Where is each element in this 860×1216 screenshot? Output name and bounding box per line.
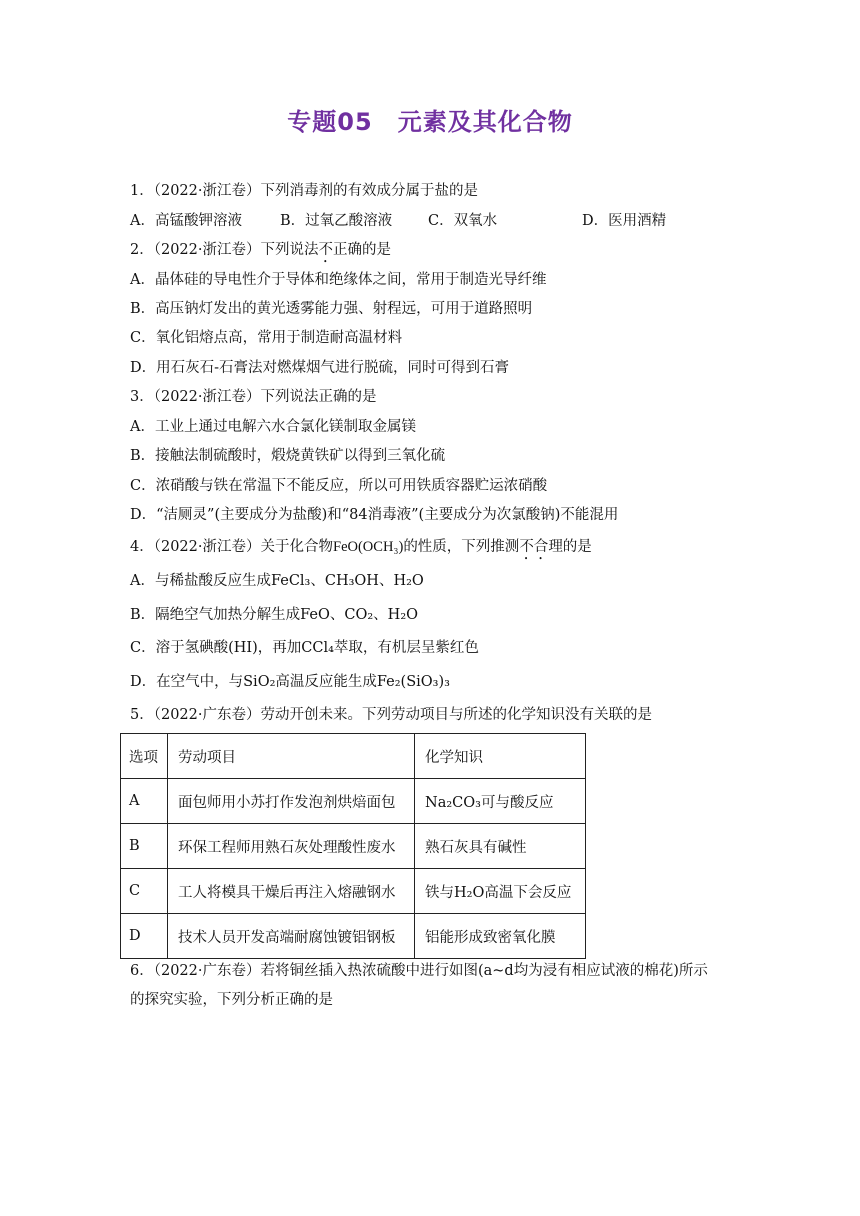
table-cell: 铁与H₂O高温下会反应 (415, 869, 586, 914)
table-cell: Na₂CO₃可与酸反应 (415, 779, 586, 824)
q2-option-c: C．氧化铝熔点高，常用于制造耐高温材料 (130, 330, 403, 346)
page-title: 专题05 元素及其化合物 (287, 108, 573, 136)
q5-table (120, 733, 586, 959)
table-row (121, 869, 586, 914)
table-cell: 熟石灰具有碱性 (415, 824, 586, 869)
q1-option-b: B．过氧乙酸溶液 (280, 213, 393, 229)
q1-stem: 1．（2022·浙江卷）下列消毒剂的有效成分属于盐的是 (130, 183, 478, 199)
q2-stem (130, 240, 391, 266)
q6-stem-line2: 的探究实验，下列分析正确的是 (130, 992, 333, 1008)
q2-option-b: B．高压钠灯发出的黄光透雾能力强、射程远，可用于道路照明 (130, 301, 533, 317)
table-row (121, 779, 586, 824)
q4-option-b: B．隔绝空气加热分解生成FeO、CO₂、H₂O (130, 607, 419, 623)
q2-stem-emphasis: 不 (318, 242, 333, 258)
table-row (121, 914, 586, 959)
table-header-cell: 选项 (121, 734, 168, 779)
q4-formula: FeO(OCH₃) (333, 539, 404, 555)
q5-stem: 5．（2022·广东卷）劳动开创未来。下列劳动项目与所述的化学知识没有关联的是 (130, 707, 652, 723)
q3-option-c: C．浓硝酸与铁在常温下不能反应，所以可用铁质容器贮运浓硝酸 (130, 478, 548, 494)
q2-option-d: D．用石灰石-石膏法对燃煤烟气进行脱硫，同时可得到石膏 (130, 360, 510, 376)
q4-stem-emphasis: 不合 (519, 539, 549, 555)
q1-option-a: A．高锰酸钾溶液 (130, 213, 242, 229)
q1-option-c: C．双氧水 (428, 213, 498, 229)
table-cell: 工人将模具干燥后再注入熔融钢水 (168, 869, 415, 914)
q4-option-c: C．溶于氢碘酸(HI)，再加CCl₄萃取，有机层呈紫红色 (130, 640, 479, 656)
table-header-row (121, 734, 586, 779)
q6-stem-line1: 6．（2022·广东卷）若将铜丝插入热浓硫酸中进行如图(a~d均为浸有相应试液的棉花)所示 (130, 963, 708, 979)
q2-stem-post: 正确的是 (333, 242, 391, 258)
q4-stem-post: 理的是 (548, 539, 592, 555)
table-cell: C (121, 869, 168, 914)
q3-option-d: D．“洁厕灵”(主要成分为盐酸)和“84消毒液”(主要成分为次氯酸钠)不能混用 (130, 507, 619, 523)
table-header-cell: 劳动项目 (168, 734, 415, 779)
table-header-cell: 化学知识 (415, 734, 586, 779)
q3-stem: 3．（2022·浙江卷）下列说法正确的是 (130, 389, 377, 405)
table-cell: D (121, 914, 168, 959)
q4-option-a: A．与稀盐酸反应生成FeCl₃、CH₃OH、H₂O (130, 573, 424, 589)
table-cell: B (121, 824, 168, 869)
table-cell: 技术人员开发高端耐腐蚀镀铝钢板 (168, 914, 415, 959)
table-cell: 铝能形成致密氧化膜 (415, 914, 586, 959)
q3-option-b: B．接触法制硫酸时，煅烧黄铁矿以得到三氧化硫 (130, 448, 446, 464)
table-cell: 面包师用小苏打作发泡剂烘焙面包 (168, 779, 415, 824)
table-cell: 环保工程师用熟石灰处理酸性废水 (168, 824, 415, 869)
q4-option-d: D．在空气中，与SiO₂高温反应能生成Fe₂(SiO₃)₃ (130, 674, 450, 690)
q4-stem (130, 537, 592, 563)
q2-option-a: A．晶体硅的导电性介于导体和绝缘体之间，常用于制造光导纤维 (130, 272, 547, 288)
q4-stem-pre: 4．（2022·浙江卷）关于化合物 (130, 539, 333, 555)
q2-stem-pre: 2．（2022·浙江卷）下列说法 (130, 242, 319, 258)
q3-option-a: A．工业上通过电解六水合氯化镁制取金属镁 (130, 419, 416, 435)
table-cell: A (121, 779, 168, 824)
q4-stem-mid: 的性质，下列推测 (403, 539, 520, 555)
table-row (121, 824, 586, 869)
q1-option-d: D．医用酒精 (582, 213, 667, 229)
